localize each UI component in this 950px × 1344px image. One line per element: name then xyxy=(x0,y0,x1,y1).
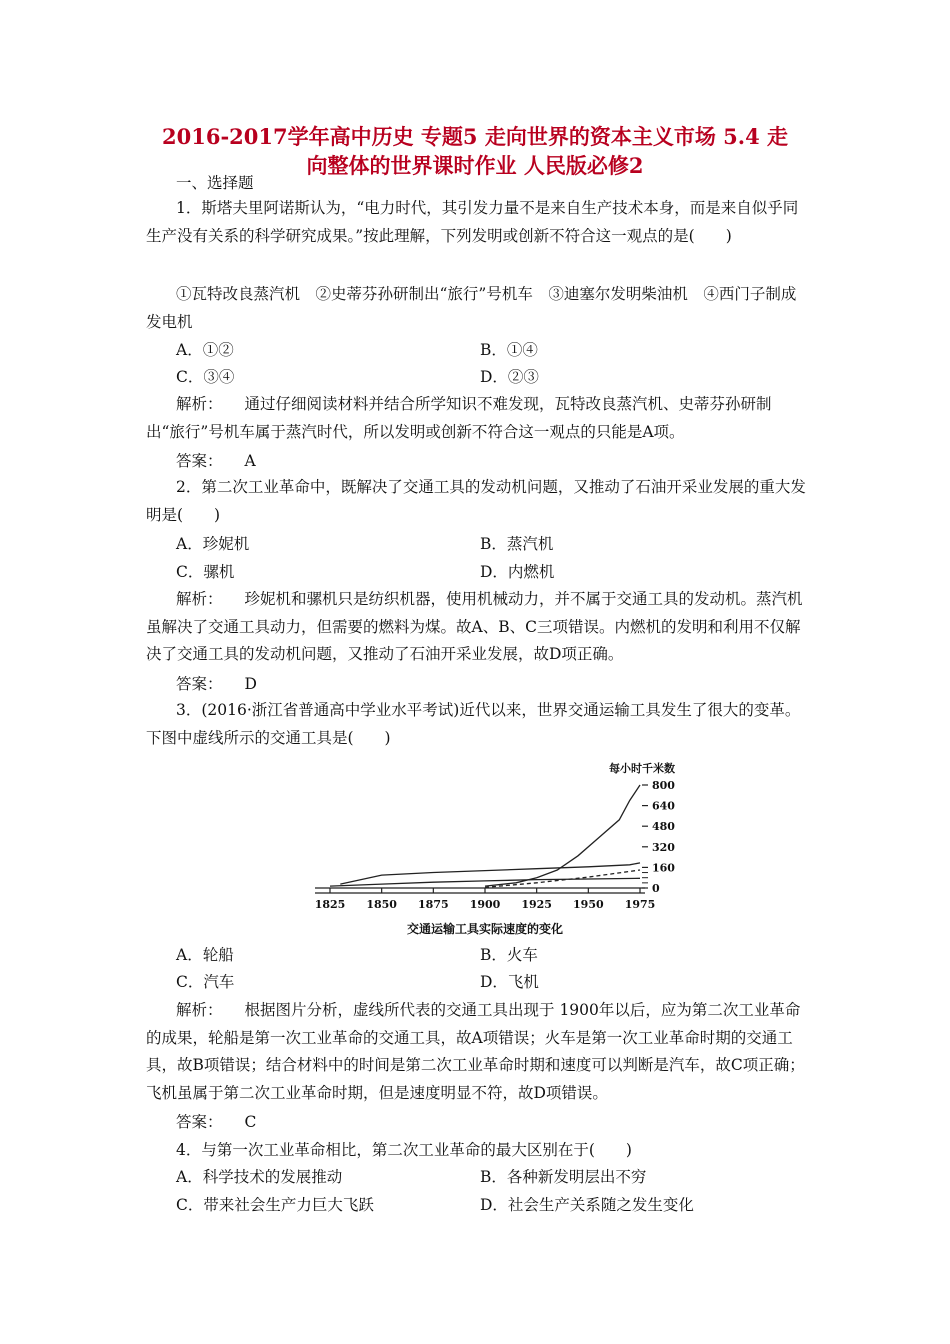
q3-analysis-label: 解析： xyxy=(176,1001,223,1019)
q2-option-b: B．蒸汽机 xyxy=(480,535,554,553)
x-tick-label: 1900 xyxy=(469,898,501,911)
x-tick-label: 1875 xyxy=(418,898,449,911)
q2-option-c: C．骡机 xyxy=(176,563,235,581)
q4-option-c: C．带来社会生产力巨大飞跃 xyxy=(176,1196,374,1214)
y-tick-label: 640 xyxy=(652,799,675,813)
q1-analysis-text: 通过仔细阅读材料并结合所学知识不难发现，瓦特改良蒸汽机、史蒂芬孙研制出“旅行”号机车属于蒸汽时代，所以发明或创新不符合这一观点的只能是A项。 xyxy=(146,395,772,441)
y-tick-label: 0 xyxy=(652,882,660,895)
q1-option-d: D．②③ xyxy=(480,368,539,386)
x-tick-label: 1825 xyxy=(314,898,346,911)
q1-items xyxy=(146,281,806,336)
q2-option-a: A．珍妮机 xyxy=(176,535,250,553)
q1-option-b: B．①④ xyxy=(480,341,538,359)
q1-answer-value: A xyxy=(244,452,256,470)
q1-stem-text: 1．斯塔夫里阿诺斯认为，“电力时代，其引发力量不是来自生产技术本身，而是来自似乎同生产没有关系的科学研究成果。”按此理解，下列发明或创新不符合这一观点的是( ) xyxy=(146,199,799,245)
q4-stem: 4．与第一次工业革命相比，第二次工业革命的最大区别在于( ) xyxy=(176,1141,632,1159)
title-line-1: 2016-2017学年高中历史 专题5 走向世界的资本主义市场 5.4 走 xyxy=(162,124,788,149)
q3-analysis-text: 根据图片分析，虚线所代表的交通工具出现于 1900年以后，应为第二次工业革命的成果，轮船是第一次工业革命的交通工具，故A项错误；火车是第一次工业革命时期的交通工具，故B项错误；结合材料中的时间是第二次工业革命时期和速度可以判断是汽车，故C项正确；飞机虽属于第二次工业革命时期，但是速度明显不符，故D项错误。 xyxy=(146,1001,805,1102)
y-tick-label: 160 xyxy=(652,861,675,875)
q3-option-a: A．轮船 xyxy=(176,946,234,964)
speed-chart-svg xyxy=(300,755,675,945)
series-line-solid-lower xyxy=(330,878,640,886)
q3-stem-text: 3．(2016·浙江省普通高中学业水平考试)近代以来，世界交通运输工具发生了很大的变革。下图中虚线所示的交通工具是( ) xyxy=(146,701,801,747)
q3-answer xyxy=(176,1111,256,1133)
q3-answer-value: C xyxy=(244,1113,257,1131)
speed-chart xyxy=(300,755,675,945)
q2-answer-label: 答案： xyxy=(176,675,223,693)
q4-option-d: D．社会生产关系随之发生变化 xyxy=(480,1196,694,1214)
chart-title: 交通运输工具实际速度的变化 xyxy=(406,922,564,936)
q2-analysis-label: 解析： xyxy=(176,590,223,608)
q4-option-a: A．科学技术的发展推动 xyxy=(176,1168,343,1186)
series-line-solid-steep xyxy=(485,785,640,886)
q1-answer-label: 答案： xyxy=(176,452,223,470)
q1-items-text: ①瓦特改良蒸汽机 ②史蒂芬孙研制出“旅行”号机车 ③迪塞尔发明柴油机 ④西门子制成发电机 xyxy=(146,285,797,331)
q3-answer-label: 答案： xyxy=(176,1113,223,1131)
q1-analysis xyxy=(146,391,806,446)
q2-stem-text: 2．第二次工业革命中，既解决了交通工具的发动机问题，又推动了石油开采业发展的重大发明是( ) xyxy=(146,478,806,524)
q3-option-d: D．飞机 xyxy=(480,973,539,991)
x-tick-label: 1925 xyxy=(521,898,552,911)
q3-analysis xyxy=(146,997,806,1107)
q1-option-a: A．①② xyxy=(176,341,234,359)
q3-stem xyxy=(146,697,806,752)
q1-answer xyxy=(176,450,256,472)
q2-analysis xyxy=(146,586,806,669)
q4-option-b: B．各种新发明层出不穷 xyxy=(480,1168,647,1186)
q1-option-c: C．③④ xyxy=(176,368,235,386)
x-tick-label: 1975 xyxy=(624,898,656,911)
q3-option-b: B．火车 xyxy=(480,946,538,964)
title-line-2: 向整体的世界课时作业 人民版必修2 xyxy=(306,153,644,178)
section-heading: 一、选择题 xyxy=(176,174,254,192)
q2-answer-value: D xyxy=(244,675,257,693)
q3-option-c: C．汽车 xyxy=(176,973,235,991)
y-axis-label: 每小时千米数 xyxy=(609,762,675,775)
q1-analysis-label: 解析： xyxy=(176,395,223,413)
x-tick-label: 1950 xyxy=(573,898,604,911)
q2-answer xyxy=(176,673,257,695)
y-tick-label: 320 xyxy=(652,840,675,854)
y-tick-label: 800 xyxy=(652,779,675,792)
q2-option-d: D．内燃机 xyxy=(480,563,555,581)
x-tick-label: 1850 xyxy=(366,898,397,911)
q2-analysis-text: 珍妮机和骡机只是纺织机器，使用机械动力，并不属于交通工具的发动机。蒸汽机虽解决了交通工具动力，但需要的燃料为煤。故A、B、C三项错误。内燃机的发明和利用不仅解决了交通工具的发动机问题，又推动了石油开采业发展，故D项正确。 xyxy=(146,590,803,663)
q1-stem xyxy=(146,195,806,250)
y-tick-label: 480 xyxy=(652,820,675,834)
q2-stem xyxy=(146,474,806,529)
